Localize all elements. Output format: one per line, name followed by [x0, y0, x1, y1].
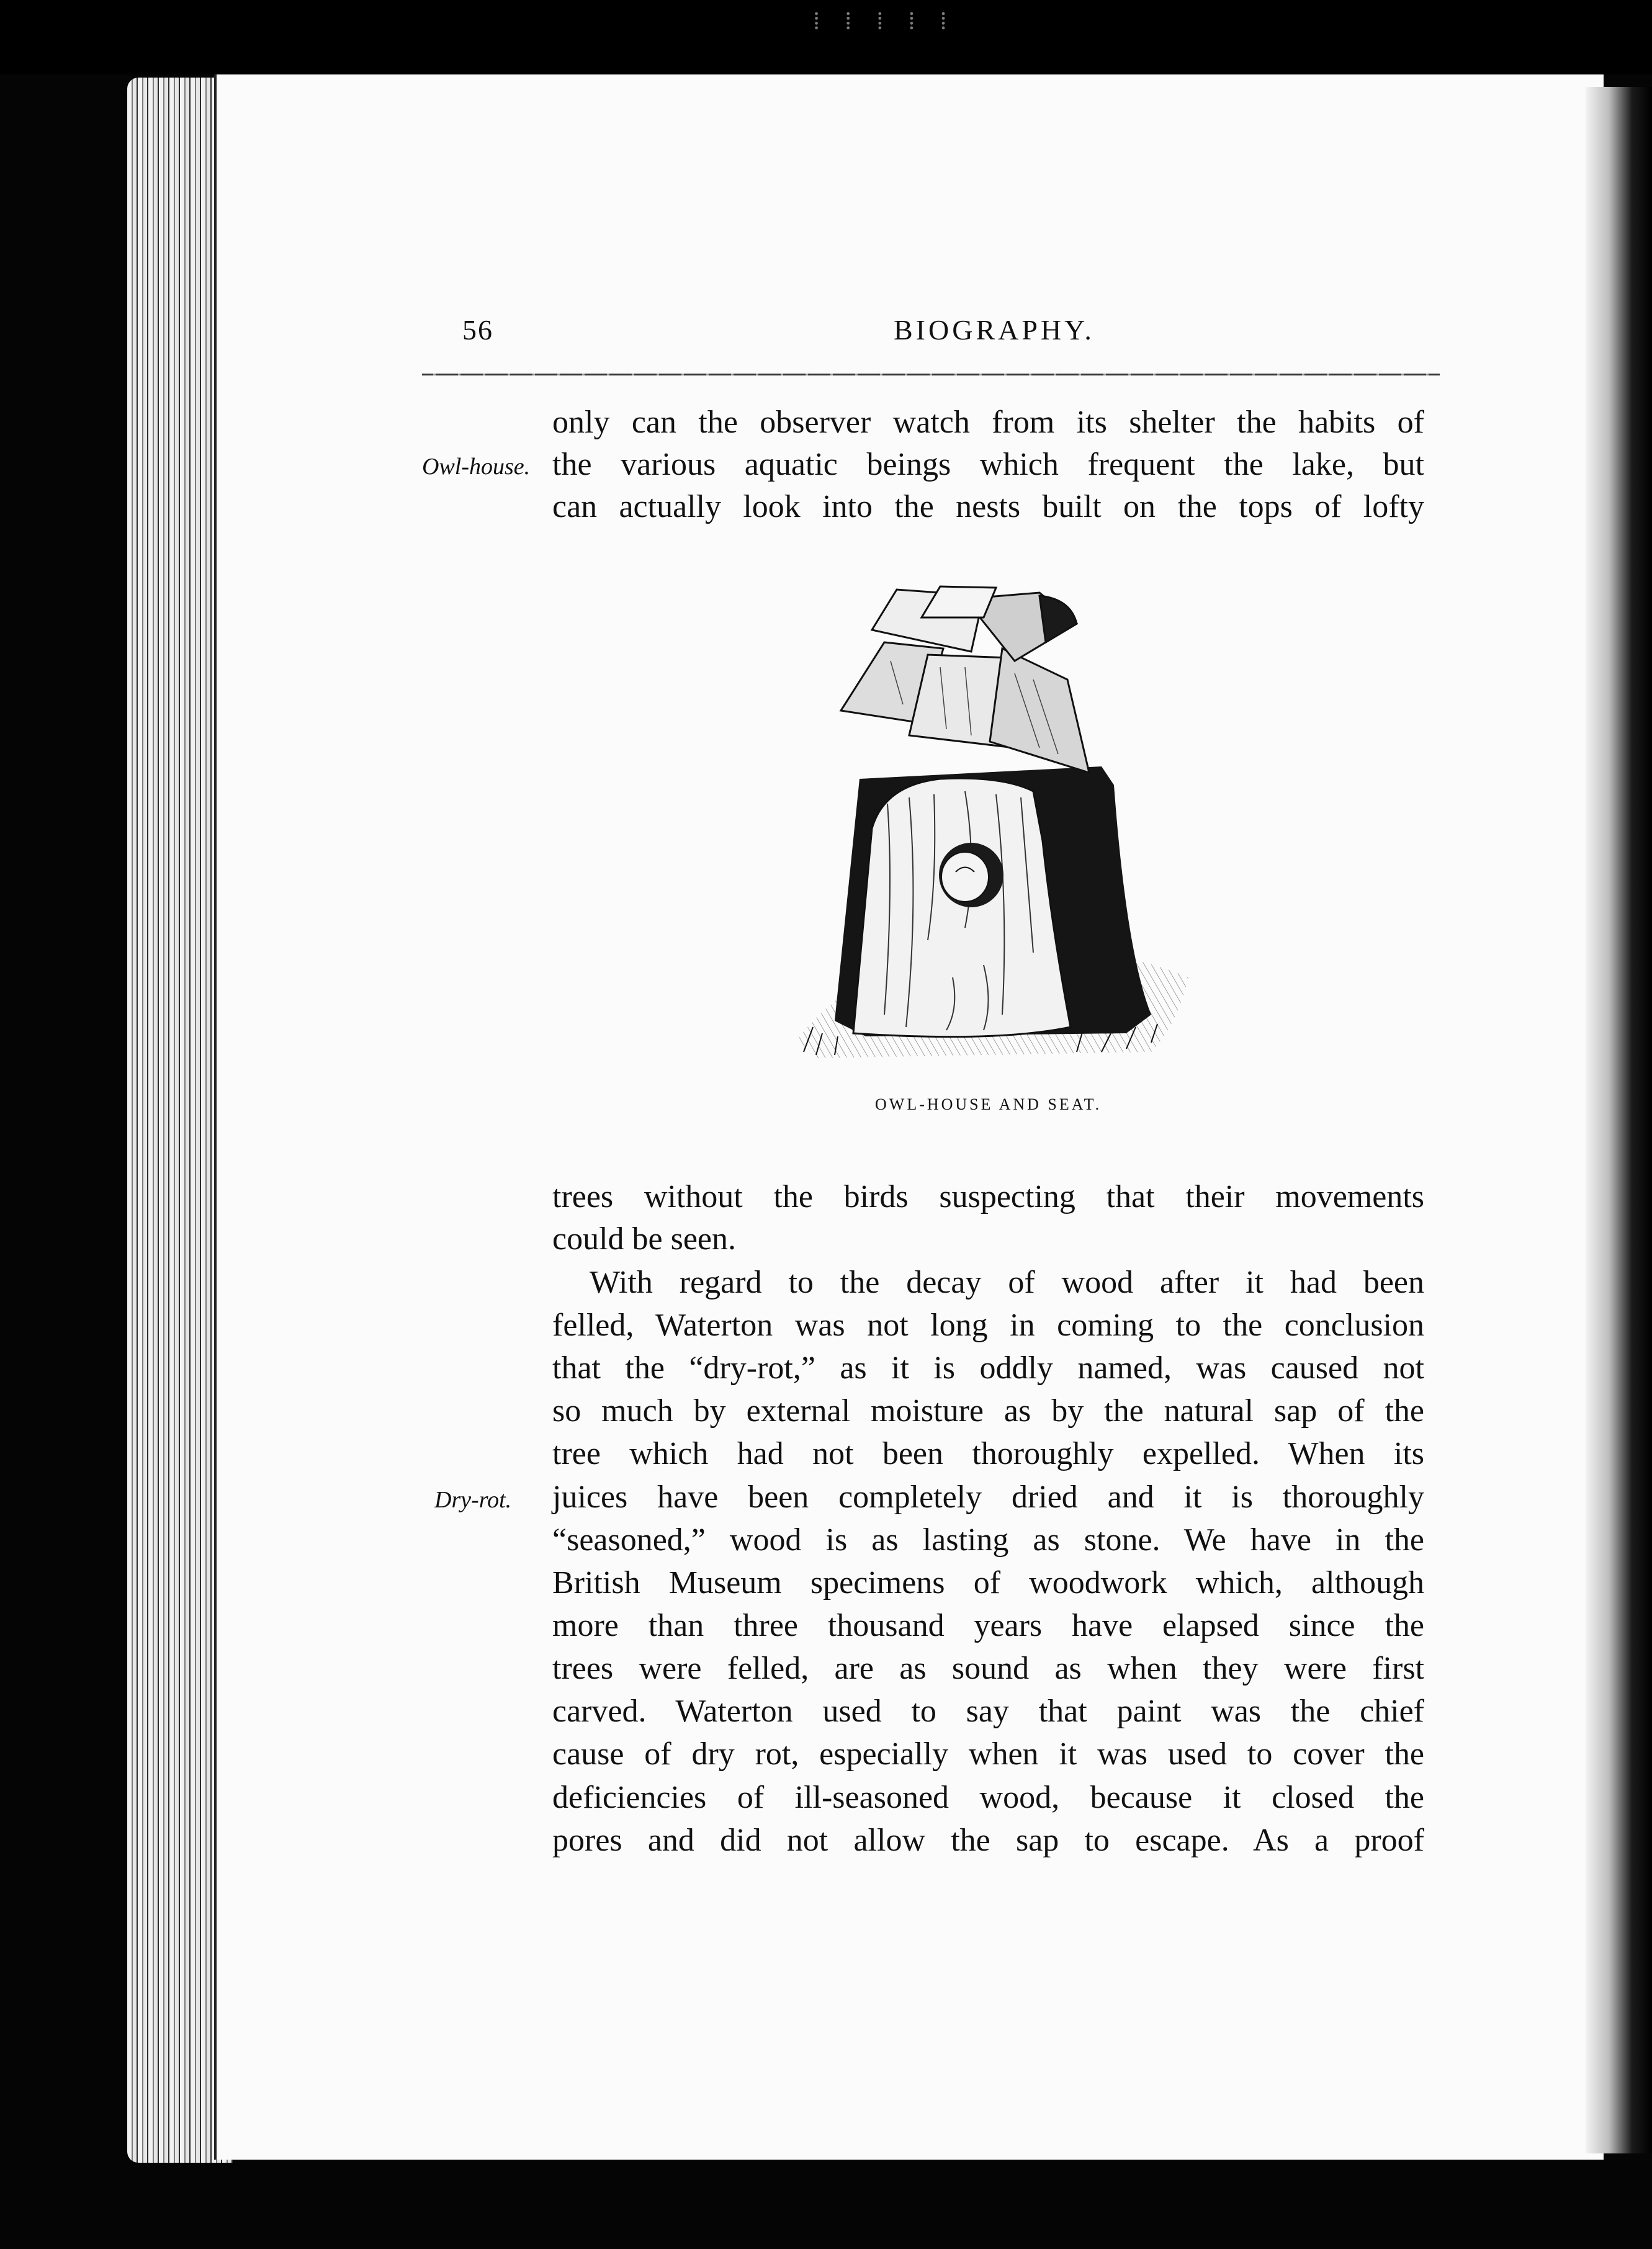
margin-note-dry-rot: Dry-rot.	[434, 1487, 512, 1513]
body-line: felled, Waterton was not long in coming to the conclusion	[552, 1308, 1424, 1343]
body-line: British Museum specimens of woodwork which, although	[552, 1565, 1424, 1600]
body-line: deficiencies of ill-seasoned wood, because it closed the	[552, 1780, 1424, 1815]
body-line: “seasoned,” wood is as lasting as stone. We have in the	[552, 1522, 1424, 1558]
body-line: tree which had not been thoroughly expelled. When its	[552, 1436, 1424, 1471]
book-binding-shadow	[1586, 87, 1652, 2153]
body-line: more than three thousand years have elapsed since the	[552, 1608, 1424, 1643]
body-line: pores and did not allow the sap to escape. As a proof	[552, 1823, 1424, 1858]
body-line: trees without the birds suspecting that their movements	[552, 1179, 1424, 1214]
paragraph-first-line: With regard to the decay of wood after it had been	[590, 1265, 1424, 1300]
margin-note-owl-house: Owl-house.	[422, 454, 531, 480]
running-title: BIOGRAPHY.	[894, 314, 1095, 346]
owl-hole	[941, 852, 989, 902]
body-line: carved. Waterton used to say that paint was the chief	[552, 1694, 1424, 1729]
scan-border-marks: ⁞⁞⁞⁞⁞	[813, 7, 972, 35]
scan-top-border	[0, 0, 1652, 74]
body-line: juices have been completely dried and it is thoroughly	[552, 1479, 1424, 1515]
owl-house-illustration	[779, 580, 1195, 1074]
figure-caption: OWL-HOUSE AND SEAT.	[875, 1095, 1102, 1113]
body-line: the various aquatic beings which frequent the lake, but	[552, 447, 1424, 482]
header-rule	[422, 374, 1440, 375]
body-line: trees were felled, are as sound as when they were first	[552, 1651, 1424, 1686]
body-line: could be seen.	[552, 1221, 737, 1257]
body-line: can actually look into the nests built on the tops of lofty	[552, 489, 1424, 524]
body-line: only can the observer watch from its shelter the habits of	[552, 405, 1424, 440]
body-line: cause of dry rot, especially when it was used to cover the	[552, 1736, 1424, 1772]
page-number: 56	[462, 314, 493, 346]
roof-shingles	[841, 586, 1089, 773]
body-line: so much by external moisture as by the natural sap of the	[552, 1393, 1424, 1429]
body-line: that the “dry-rot,” as it is oddly named, was caused not	[552, 1350, 1424, 1386]
